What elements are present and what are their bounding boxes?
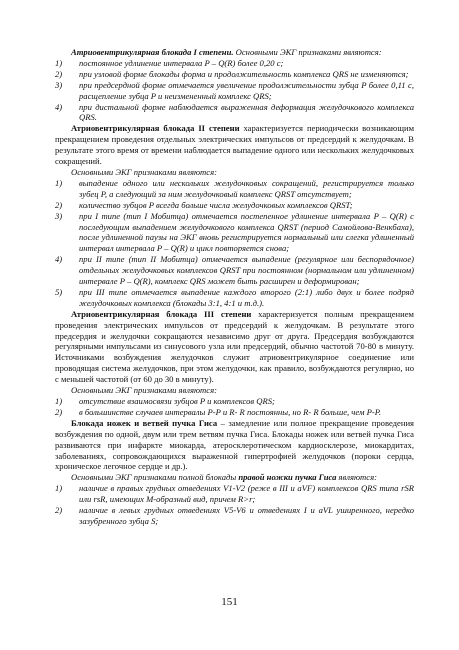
list-number: 2): [55, 68, 63, 79]
page-number: 151: [221, 596, 238, 608]
list-text: при предсердной форме отмечается увеличение продолжительности зубца P более 0,11 с, расщепление зубца P и неизмененный комплекс QRS;: [79, 79, 414, 101]
list-item: [55, 211, 414, 255]
list-text: количество зубцов P всегда больше числа желудочковых комплексов QRST;: [79, 199, 353, 210]
bundle-intro-text: Основными ЭКГ признаками полной блокады: [71, 472, 239, 483]
list-number: 2): [55, 199, 63, 210]
av3-intro: Основными ЭКГ признаками являются:: [71, 385, 217, 396]
av3-description: характеризуется полным прекращением проведения электрических импульсов от предсердий к желудочкам. В результате этого предсердия и желудочки сокращаются независимо друг от друга. Предсердия возбуждаются регулярными импульсами из синусового узла или предсердий, обычно частотой 70-80 в минуту. Источниками возбуждения желудочков служит атриовентрикулярное соединение или проводящая система желудочков, при этом желудочки, как правило, возбуждаются регулярно, но с меньшей частотой (от 60 до 30 в минуту).: [55, 308, 414, 385]
list-item: [55, 69, 414, 80]
list-number: 5): [55, 286, 63, 297]
bundle-list: [55, 483, 414, 527]
list-text: наличие в левых грудных отведениях V5-V6 и отведениях I и aVL уширенного, нередко зазубренного зубца S;: [79, 505, 414, 526]
list-text: отсутствие взаимосвязи зубцов P и комплексов QRS;: [79, 396, 275, 406]
av2-title: Атриовентрикулярная блокада II степени: [71, 123, 240, 134]
list-number: 1): [55, 177, 63, 188]
av1-title: Атриовентрикулярная блокада I степени.: [71, 47, 234, 57]
bundle-description: – замедление или полное прекращение проведения возбуждения по одной, двум или трем ветвям пучка Гиса. Блокады ножек или ветвей пучка Гиса развиваются при инфаркте миокарда, атеросклеротическом кардиосклерозе, миокардитах, заболеваниях, сопровождающихся выраженной гипертрофией желудочков (пороки сердца, хроническое легочное сердце и др.).: [55, 417, 415, 472]
bundle-intro-end: являются:: [336, 472, 377, 483]
av3-paragraph: [55, 309, 414, 385]
list-item: [55, 254, 414, 287]
list-item: [55, 483, 414, 505]
list-text: при III типе отмечается выпадение каждого второго (2:1) либо двух и более подряд желудочковых комплекса (блокады 3:1, 4:1 и т.д.).: [79, 286, 414, 308]
list-number: 4): [55, 254, 63, 265]
list-text: при дистальной форме наблюдается выраженная деформация желудочкового комплекса QRS.: [79, 101, 414, 123]
document-page: [55, 47, 414, 527]
av3-list: [55, 396, 414, 418]
list-text: при узловой форме блокады форма и продолжительность комплекса QRS не изменяются;: [79, 68, 409, 79]
av1-list: [55, 58, 414, 123]
list-text: в большинстве случаев интервалы P-P и R- R постоянны, но R- R больше, чем P-P.: [79, 406, 382, 417]
list-text: постоянное удлинение интервала P – Q(R) более 0,20 с;: [79, 57, 284, 68]
list-number: 2): [55, 505, 63, 516]
list-text: выпадение одного или нескольких желудочковых сокращений, регистрируется только зубец P, а следующий за ним желудочковый комплекс QRST отсутствует;: [79, 177, 414, 199]
av3-title: Атриовентрикулярная блокада III степени: [71, 308, 252, 319]
bundle-paragraph: [55, 418, 414, 473]
list-text: наличие в правых грудных отведениях V1-V2 (реже в III и aVF) комплексов QRS типа rSR или rsR, имеющих M-образный вид, причем R>r;: [79, 483, 414, 505]
av2-list: [55, 178, 414, 309]
av1-intro: Основными ЭКГ признаками являются:: [233, 47, 382, 57]
bundle-intro-emphasis: правой ножки пучка Гиса: [238, 472, 337, 483]
list-number: 3): [55, 79, 63, 90]
av2-paragraph: [55, 123, 414, 167]
av1-paragraph: [55, 47, 414, 58]
list-item: [55, 178, 414, 200]
list-text: при I типе (тип I Мобитца) отмечается постепенное удлинение интервала P – Q(R) с последующим выпадением желудочкового комплекса QRST (период Самойлова-Венкбаха), после удлиненной паузы на ЭКГ вновь регистрируется нормальный или слегка удлиненный интервал интервала P – Q(R) и цикл повторяется снова;: [79, 210, 414, 254]
bundle-title: Блокада ножек и ветвей пучка Гиса: [71, 417, 218, 428]
list-item: [55, 505, 414, 527]
list-item: [55, 287, 414, 309]
list-item: [55, 80, 414, 102]
bundle-intro: [55, 472, 414, 483]
list-item: [55, 102, 414, 124]
list-number: 3): [55, 210, 63, 221]
list-number: 2): [55, 406, 63, 417]
av2-description: характеризуется периодически возникающим прекращением проведения отдельных электрических импульсов от предсердий к желудочкам. В результате этого время от времени наблюдается выпадение одного или нескольких желудочковых сокращений.: [55, 123, 415, 167]
list-item: [55, 396, 414, 407]
av2-intro: Основными ЭКГ признаками являются:: [71, 166, 217, 177]
list-number: 1): [55, 396, 63, 406]
list-item: [55, 200, 414, 211]
list-number: 4): [55, 101, 63, 112]
list-text: при II типе (тип II Мобитца) отмечается выпадение (регулярное или беспорядочное) отдельных желудочковых комплексов QRST при постоянном (нормальном или удлиненном) интервале P – Q(R), комплекс QRS может быть расширен и деформирован;: [79, 254, 414, 287]
list-number: 1): [55, 483, 63, 494]
list-item: [55, 407, 414, 418]
list-item: [55, 58, 414, 69]
list-number: 1): [55, 57, 63, 68]
